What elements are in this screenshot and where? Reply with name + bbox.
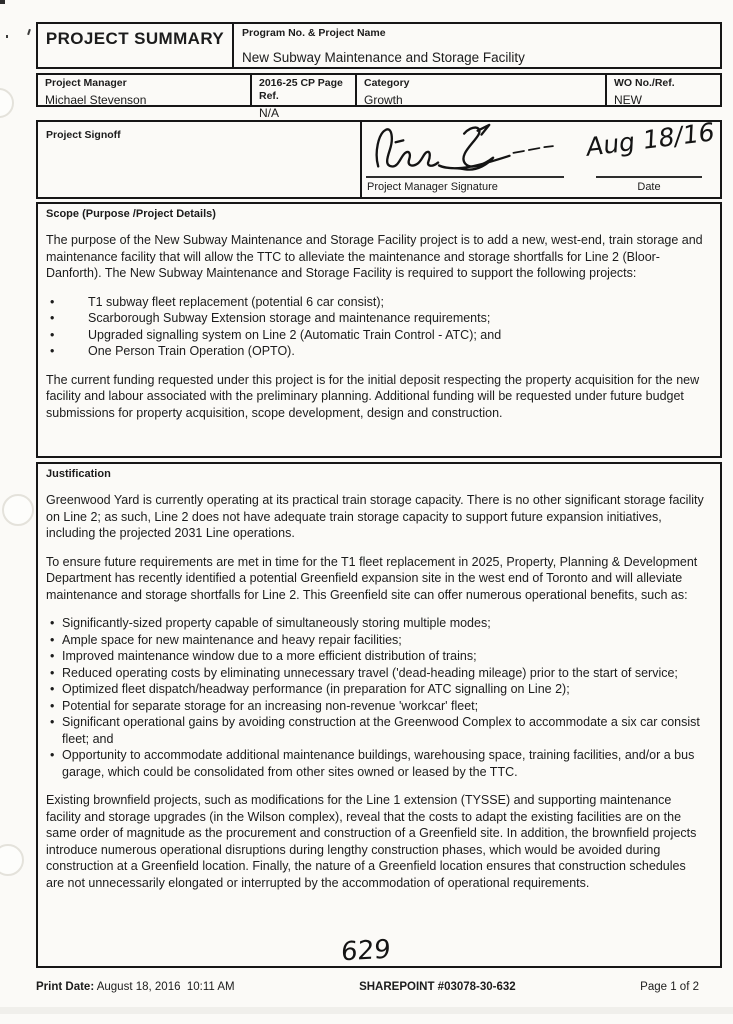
bullet-marker: • <box>50 616 55 630</box>
date-line <box>596 176 702 178</box>
form-title-cell <box>38 24 234 67</box>
signoff-label: Project Signoff <box>46 129 121 141</box>
project-manager-cell <box>38 75 252 105</box>
list-item <box>46 327 704 344</box>
form-title: PROJECT SUMMARY <box>45 29 225 48</box>
print-date-label: Print Date: <box>36 981 95 993</box>
list-item <box>46 294 704 311</box>
bullet-marker: • <box>50 682 55 696</box>
bullet-marker: • <box>50 327 55 342</box>
cp-page-ref-cell <box>252 75 357 120</box>
list-item <box>46 343 704 360</box>
category-label: Category <box>364 77 410 89</box>
bullet-text: Potential for separate storage for an increasing non-revenue 'workcar' fleet; <box>62 698 479 713</box>
wo-ref-label: WO No./Ref. <box>614 77 675 89</box>
hole-punch-mark <box>2 494 34 526</box>
program-label: Program No. & Project Name <box>242 27 386 39</box>
scope-paragraph-2: The current funding requested under this project is for the initial deposit respecting the property acquisition for the new facility and labour associated with the preliminary planning. Additional funding will be requested under future budget submissions for property acquisition, scope development, design and construction. <box>46 372 700 420</box>
bullet-marker: • <box>50 632 55 647</box>
date-caption: Date <box>637 181 661 193</box>
project-manager-value: Michael Stevenson <box>45 93 147 107</box>
cp-page-ref-value: N/A <box>259 106 280 120</box>
signature-scribble <box>368 122 568 178</box>
bullet-marker: • <box>50 698 55 713</box>
list-item <box>46 681 704 698</box>
bullet-text: T1 subway fleet replacement (potential 6 car consist); <box>88 294 384 309</box>
scope-paragraph-1: The purpose of the New Subway Maintenance and Storage Facility project is to add a new, west-end, train storage and maintenance facility that will allow the TTC to alleviate the maintenance and storage shortfalls for Line 2 (Bloor-Danforth). The New Subway Maintenance and Storage Facility is required to support the following projects: <box>46 233 703 280</box>
scan-speck <box>6 35 8 38</box>
list-item <box>46 310 704 327</box>
scan-edge-band <box>0 1007 733 1014</box>
bullet-text: Scarborough Subway Extension storage and maintenance requirements; <box>88 311 491 325</box>
wo-ref-cell <box>607 75 720 105</box>
bullet-text: Significantly-sized property capable of simultaneously storing multiple modes; <box>62 616 491 630</box>
page-number: Page 1 of 2 <box>640 981 699 993</box>
scope-box <box>36 202 722 458</box>
justification-paragraph-2: To ensure future requirements are met in time for the T1 fleet replacement in 2025, Property, Planning & Development Department has recently identified a potential Greenfield expansion site in the west end of Toronto and will alleviate maintenance and storage shortfalls for Line 2. This Greenfield site can offer numerous operational benefits, such as: <box>46 554 698 602</box>
bullet-text: Ample space for new maintenance and heavy repair facilities; <box>62 632 402 647</box>
bullet-marker: • <box>50 748 55 762</box>
justification-bullet-list <box>46 615 704 780</box>
bullet-text: Opportunity to accommodate additional maintenance buildings, warehousing space, training facilities, and/or a bus garage, which could be consolidated from other sites owned or leased by the TTC. <box>62 748 695 779</box>
page-footer <box>36 981 699 993</box>
signoff-label-cell <box>38 122 362 197</box>
justification-paragraph-3: Existing brownfield projects, such as modifications for the Line 1 extension (TYSSE) and supporting maintenance facility and storage upgrades (in the Wilson complex), reveal that the costs to adapt the existing facilities are on the same order of magnitude as the procurement and construction of a Greenfield site. In addition, the brownfield projects introduce numerous operational disruptions during lengthy construction phases, which would be avoided during construction at a Greenfield location. Finally, the nature of a Greenfield location ensures that construction schedules are not unnecessarily elongated or interrupted by the accommodation of operational requirements. <box>46 793 697 890</box>
bullet-marker: • <box>50 665 55 680</box>
bullet-text: Optimized fleet dispatch/headway performance (in preparation for ATC signalling on Line 2); <box>62 682 570 696</box>
list-item <box>46 747 704 780</box>
bullet-text: Upgraded signalling system on Line 2 (Automatic Train Control - ATC); and <box>88 327 502 342</box>
bullet-text: One Person Train Operation (OPTO). <box>88 344 295 358</box>
justification-heading: Justification <box>46 468 111 480</box>
header-box <box>36 22 722 69</box>
list-item <box>46 615 704 632</box>
scan-speck <box>27 29 31 35</box>
scan-speck <box>0 0 5 4</box>
scope-heading: Scope (Purpose /Project Details) <box>46 208 216 220</box>
bullet-marker: • <box>50 344 55 358</box>
list-item <box>46 665 704 682</box>
category-value: Growth <box>364 93 403 107</box>
cp-page-ref-label: 2016-25 CP Page Ref. <box>259 77 343 102</box>
wo-ref-value: NEW <box>614 93 642 107</box>
hole-punch-mark <box>0 88 14 118</box>
signoff-signature-cell <box>362 116 720 197</box>
hole-punch-mark <box>0 844 24 876</box>
justification-box <box>36 462 722 968</box>
justification-paragraph-1: Greenwood Yard is currently operating at its practical train storage capacity. There is no other significant storage facility on Line 2; as such, Line 2 does not have adequate train storage capacity to support future expansion initiatives, including the projected 2031 Line operations. <box>46 493 704 540</box>
category-cell <box>357 75 607 105</box>
bullet-marker: • <box>50 294 55 309</box>
handwritten-date: Aug 18/16 <box>585 116 716 163</box>
bullet-text: Improved maintenance window due to a more efficient distribution of trains; <box>62 649 477 663</box>
print-date <box>36 981 235 993</box>
project-manager-label: Project Manager <box>45 77 127 89</box>
list-item <box>46 698 704 715</box>
list-item <box>46 714 704 747</box>
bullet-marker: • <box>50 311 55 325</box>
bullet-text: Reduced operating costs by eliminating unnecessary travel ('dead-heading mileage) prior to the start of service; <box>62 665 678 680</box>
list-item <box>46 648 704 665</box>
bullet-marker: • <box>50 649 55 663</box>
bullet-text: Significant operational gains by avoiding construction at the Greenwood Complex to accommodate a six car consist fleet; and <box>62 715 700 746</box>
handwritten-page-number: 629 <box>340 934 392 968</box>
scope-bullet-list <box>46 294 704 360</box>
signature-caption: Project Manager Signature <box>367 181 498 193</box>
signoff-box <box>36 116 722 199</box>
sharepoint-ref: SHAREPOINT #03078-30-632 <box>359 981 516 993</box>
bullet-marker: • <box>50 715 55 729</box>
program-value: New Subway Maintenance and Storage Facility <box>242 50 525 65</box>
print-date-value: August 18, 2016 10:11 AM <box>94 981 235 993</box>
program-name-cell <box>234 24 720 67</box>
signature-line <box>366 176 564 178</box>
list-item <box>46 632 704 649</box>
info-row <box>36 73 722 120</box>
